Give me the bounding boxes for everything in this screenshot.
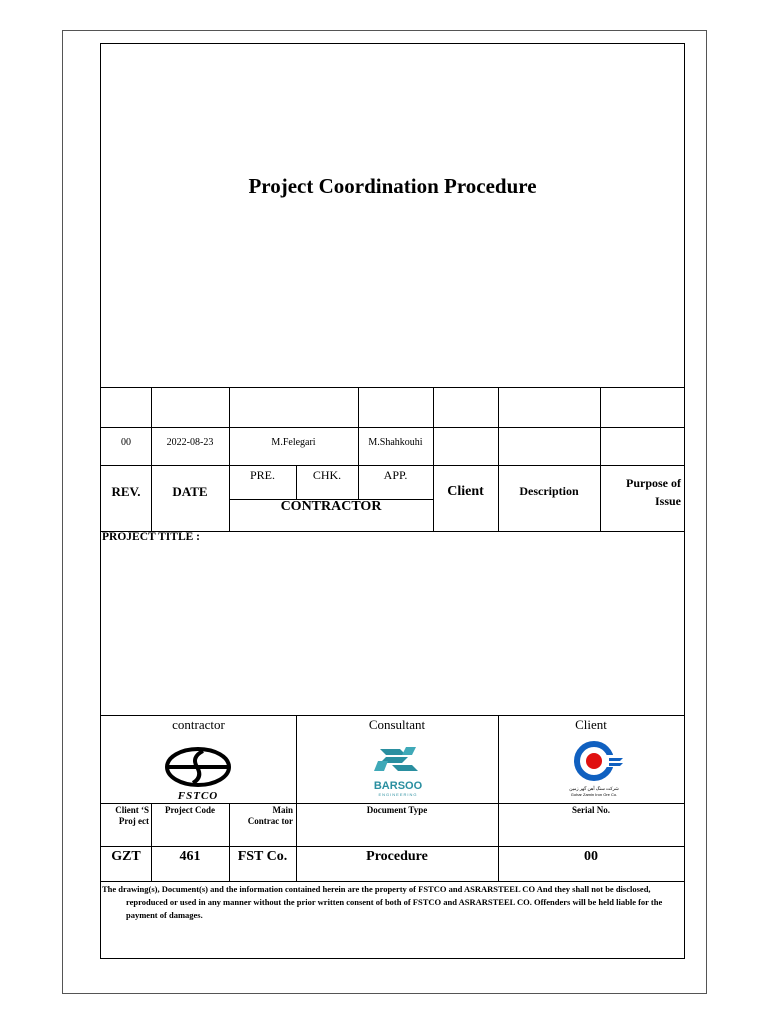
client-logo bbox=[559, 741, 629, 801]
purpose-header: Purpose of Issue bbox=[626, 476, 681, 508]
project-code-header: Project Code bbox=[164, 805, 216, 815]
cover-page bbox=[100, 43, 685, 959]
contractor-label: contractor bbox=[172, 717, 225, 732]
table-line bbox=[101, 881, 684, 882]
table-line bbox=[600, 387, 601, 531]
rev-value: 00 bbox=[121, 437, 131, 448]
client-logo-text: Gohar Zamin Iron Ore Co. bbox=[570, 792, 618, 797]
client-project-header: Client ‘S Proj ect bbox=[115, 805, 149, 826]
client-header: Client bbox=[447, 484, 484, 499]
serial-no-value: 00 bbox=[584, 849, 598, 864]
barsoo-logo bbox=[358, 743, 438, 801]
chk-header: CHK. bbox=[312, 468, 342, 482]
barsoo-sub-text: ENGINEERING bbox=[378, 792, 418, 797]
table-line bbox=[433, 387, 434, 531]
serial-no-header: Serial No. bbox=[572, 805, 610, 815]
fstco-logo bbox=[163, 747, 233, 801]
barsoo-logo-text: BARSOO bbox=[373, 780, 423, 792]
table-line bbox=[101, 803, 684, 804]
app-header: APP. bbox=[383, 468, 408, 482]
page-title: Project Coordination Procedure bbox=[248, 174, 537, 198]
fstco-logo-text: FSTCO bbox=[177, 790, 219, 802]
disclaimer: The drawing(s), Document(s) and the information contained herein are the property of FSTCO and ASRARSTEEL CO And they shall not be disclosed, reproduced or used in any manner without the prior written consent of both of FSTCO and ASRARSTEEL CO. Offenders will be held liable for the payment of damages. bbox=[102, 884, 663, 920]
approved-by: M.Shahkouhi bbox=[368, 437, 423, 448]
table-line bbox=[151, 387, 152, 531]
table-line bbox=[101, 387, 684, 388]
consultant-label: Consultant bbox=[368, 717, 426, 732]
project-title-label: PROJECT TITLE : bbox=[102, 531, 200, 543]
table-line bbox=[101, 715, 684, 716]
description-header: Description bbox=[519, 484, 579, 498]
date-header: DATE bbox=[172, 484, 208, 499]
main-contractor-header: Main Contrac tor bbox=[247, 805, 293, 826]
table-line bbox=[101, 427, 684, 428]
client-label: Client bbox=[575, 717, 607, 732]
client-logo-fa: شرکت سنگ آهن گهر زمین bbox=[569, 786, 619, 791]
date-value: 2022-08-23 bbox=[166, 437, 214, 448]
rev-header: REV. bbox=[111, 484, 141, 499]
table-line bbox=[498, 387, 499, 531]
pre-header: PRE. bbox=[249, 468, 275, 482]
table-line bbox=[101, 465, 684, 466]
document-type-header: Document Type bbox=[366, 805, 428, 815]
document-type-value: Procedure bbox=[366, 849, 428, 864]
table-line bbox=[229, 803, 230, 881]
project-code-value: 461 bbox=[179, 849, 201, 864]
main-contractor-value: FST Co. bbox=[237, 849, 288, 864]
table-line bbox=[101, 846, 684, 847]
prepared-by: M.Felegari bbox=[271, 437, 316, 448]
contractor-header: CONTRACTOR bbox=[280, 499, 382, 514]
client-project-value: GZT bbox=[111, 849, 141, 864]
